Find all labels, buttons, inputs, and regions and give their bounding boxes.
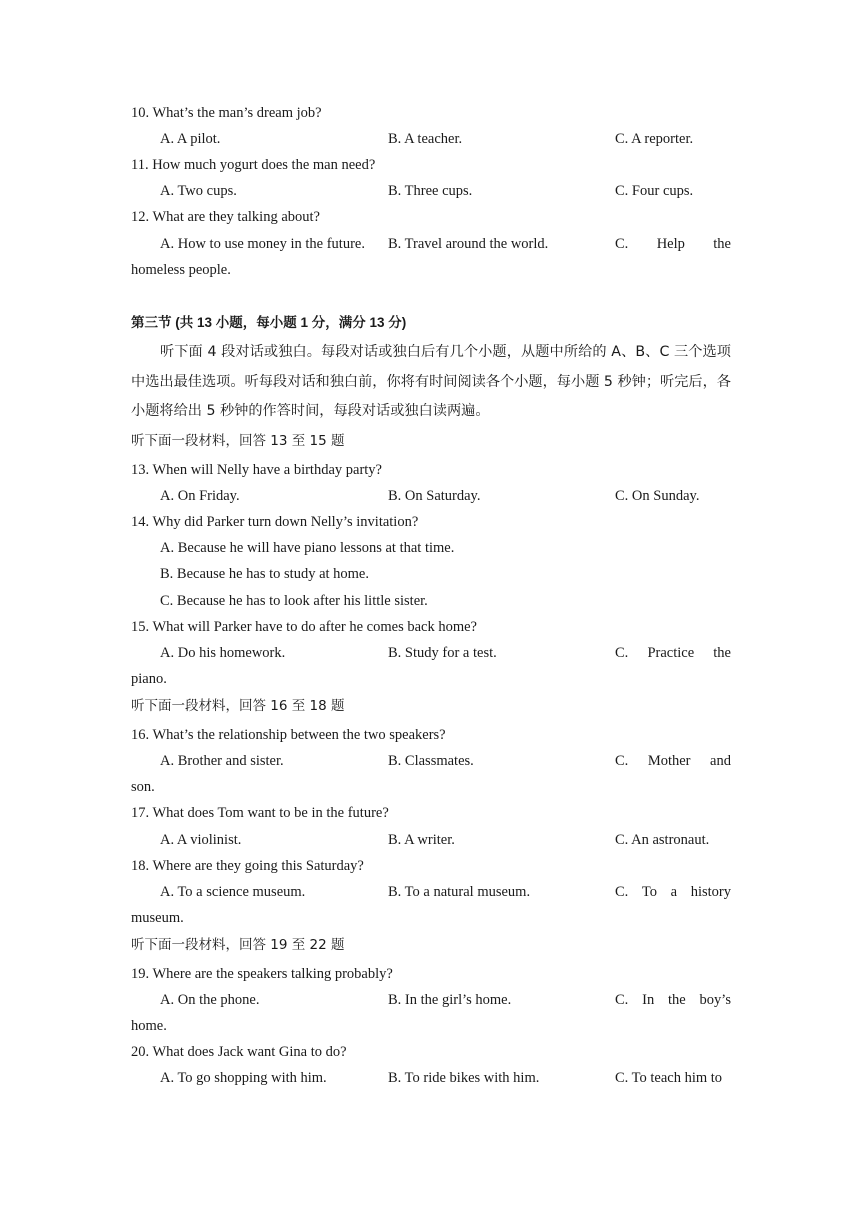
- option-b: B. Travel around the world.: [388, 236, 549, 252]
- option-b: B. On Saturday.: [388, 488, 481, 504]
- option-a: A. To go shopping with him.: [160, 1070, 327, 1086]
- question-12-options: [131, 231, 731, 257]
- option-c-word: the: [668, 992, 686, 1008]
- question-19: 19. Where are the speakers talking probably?: [131, 966, 393, 982]
- question-17: 17. What does Tom want to be in the future?: [131, 805, 389, 821]
- option-b: B. A writer.: [388, 832, 455, 848]
- option-c-word: history: [690, 884, 731, 900]
- option-a: A. On the phone.: [160, 992, 260, 1008]
- option-c-word: and: [710, 753, 731, 769]
- option-c-continuation: home.: [131, 1018, 167, 1034]
- question-14-option-c-line: [131, 588, 731, 614]
- question-11-options: [131, 178, 731, 204]
- option-c-word: a: [670, 884, 678, 900]
- option-c: C. A reporter.: [615, 131, 694, 147]
- option-b: B. In the girl’s home.: [388, 992, 512, 1008]
- option-c-word: C.: [615, 753, 629, 769]
- group-instruction: 听下面一段材料，回答 19 至 22 题: [131, 937, 345, 953]
- option-c: [615, 987, 731, 1013]
- question-14-option-a-line: [131, 535, 731, 561]
- option-a: A. Because he will have piano lessons at that time.: [160, 540, 455, 556]
- question-20: 20. What does Jack want Gina to do?: [131, 1044, 347, 1060]
- option-c: C. On Sunday.: [615, 488, 700, 504]
- question-13: 13. When will Nelly have a birthday party?: [131, 462, 382, 478]
- option-c: [615, 748, 731, 774]
- question-10: 10. What’s the man’s dream job?: [131, 105, 322, 121]
- question-10-options: [131, 126, 731, 152]
- question-19-options: [131, 987, 731, 1013]
- option-c-word: To: [641, 884, 658, 900]
- option-c-word: C.: [615, 992, 629, 1008]
- option-c: C. Because he has to look after his little sister.: [160, 593, 428, 609]
- question-16: 16. What’s the relationship between the two speakers?: [131, 727, 446, 743]
- option-c-word: C.: [615, 236, 629, 252]
- option-c-continuation: homeless people.: [131, 262, 231, 278]
- option-c-word: In: [642, 992, 655, 1008]
- section-instructions: 听下面 4 段对话或独白。每段对话或独白后有几个小题，从题中所给的 A、B、C 三个选项中选出最佳选项。听每段对话和独白前，你将有时间阅读各个小题，每小题 5 秒钟；听完后，各小题将给出 5 秒钟的作答时间，每段对话或独白读两遍。: [131, 344, 731, 419]
- question-17-options: [131, 827, 731, 853]
- question-11: 11. How much yogurt does the man need?: [131, 157, 376, 173]
- option-c-word: the: [713, 236, 731, 252]
- option-c: [615, 231, 731, 257]
- question-13-options: [131, 483, 731, 509]
- option-c-continuation: piano.: [131, 671, 167, 687]
- question-18: 18. Where are they going this Saturday?: [131, 858, 364, 874]
- group-instruction: 听下面一段材料，回答 13 至 15 题: [131, 433, 345, 449]
- option-c-word: C.: [615, 884, 629, 900]
- question-14-option-b-line: [131, 561, 731, 587]
- option-a: A. Two cups.: [160, 183, 237, 199]
- question-12: 12. What are they talking about?: [131, 209, 320, 225]
- option-a: A. Brother and sister.: [160, 753, 284, 769]
- option-c-word: Practice: [647, 645, 695, 661]
- group-instruction: 听下面一段材料，回答 16 至 18 题: [131, 698, 345, 714]
- option-b: B. A teacher.: [388, 131, 463, 147]
- section-heading: 第三节 (共 13 小题，每小题 1 分，满分 13 分): [131, 315, 407, 330]
- option-c: C. To teach him to: [615, 1070, 723, 1086]
- option-a: A. To a science museum.: [160, 884, 306, 900]
- option-b: B. To ride bikes with him.: [388, 1070, 540, 1086]
- option-c: [615, 640, 731, 666]
- option-c-word: boy’s: [699, 992, 731, 1008]
- option-c: C. Four cups.: [615, 183, 694, 199]
- question-20-options: [131, 1065, 731, 1091]
- option-b: B. Because he has to study at home.: [160, 566, 369, 582]
- option-c-word: the: [713, 645, 731, 661]
- option-a: A. On Friday.: [160, 488, 240, 504]
- option-a: A. A pilot.: [160, 131, 221, 147]
- option-b: B. Classmates.: [388, 753, 474, 769]
- option-c-continuation: son.: [131, 779, 155, 795]
- question-15: 15. What will Parker have to do after he comes back home?: [131, 619, 477, 635]
- option-b: B. Three cups.: [388, 183, 473, 199]
- option-b: B. Study for a test.: [388, 645, 497, 661]
- option-c-word: C.: [615, 645, 629, 661]
- option-c-continuation: museum.: [131, 910, 184, 926]
- question-14: 14. Why did Parker turn down Nelly’s invitation?: [131, 514, 419, 530]
- question-15-options: [131, 640, 731, 666]
- option-c-word: Mother: [647, 753, 691, 769]
- question-16-options: [131, 748, 731, 774]
- option-c: C. An astronaut.: [615, 832, 710, 848]
- option-c-word: Help: [656, 236, 685, 252]
- question-18-options: [131, 879, 731, 905]
- option-a: A. How to use money in the future.: [160, 236, 365, 252]
- option-c: [615, 879, 731, 905]
- option-b: B. To a natural museum.: [388, 884, 531, 900]
- option-a: A. Do his homework.: [160, 645, 286, 661]
- option-a: A. A violinist.: [160, 832, 242, 848]
